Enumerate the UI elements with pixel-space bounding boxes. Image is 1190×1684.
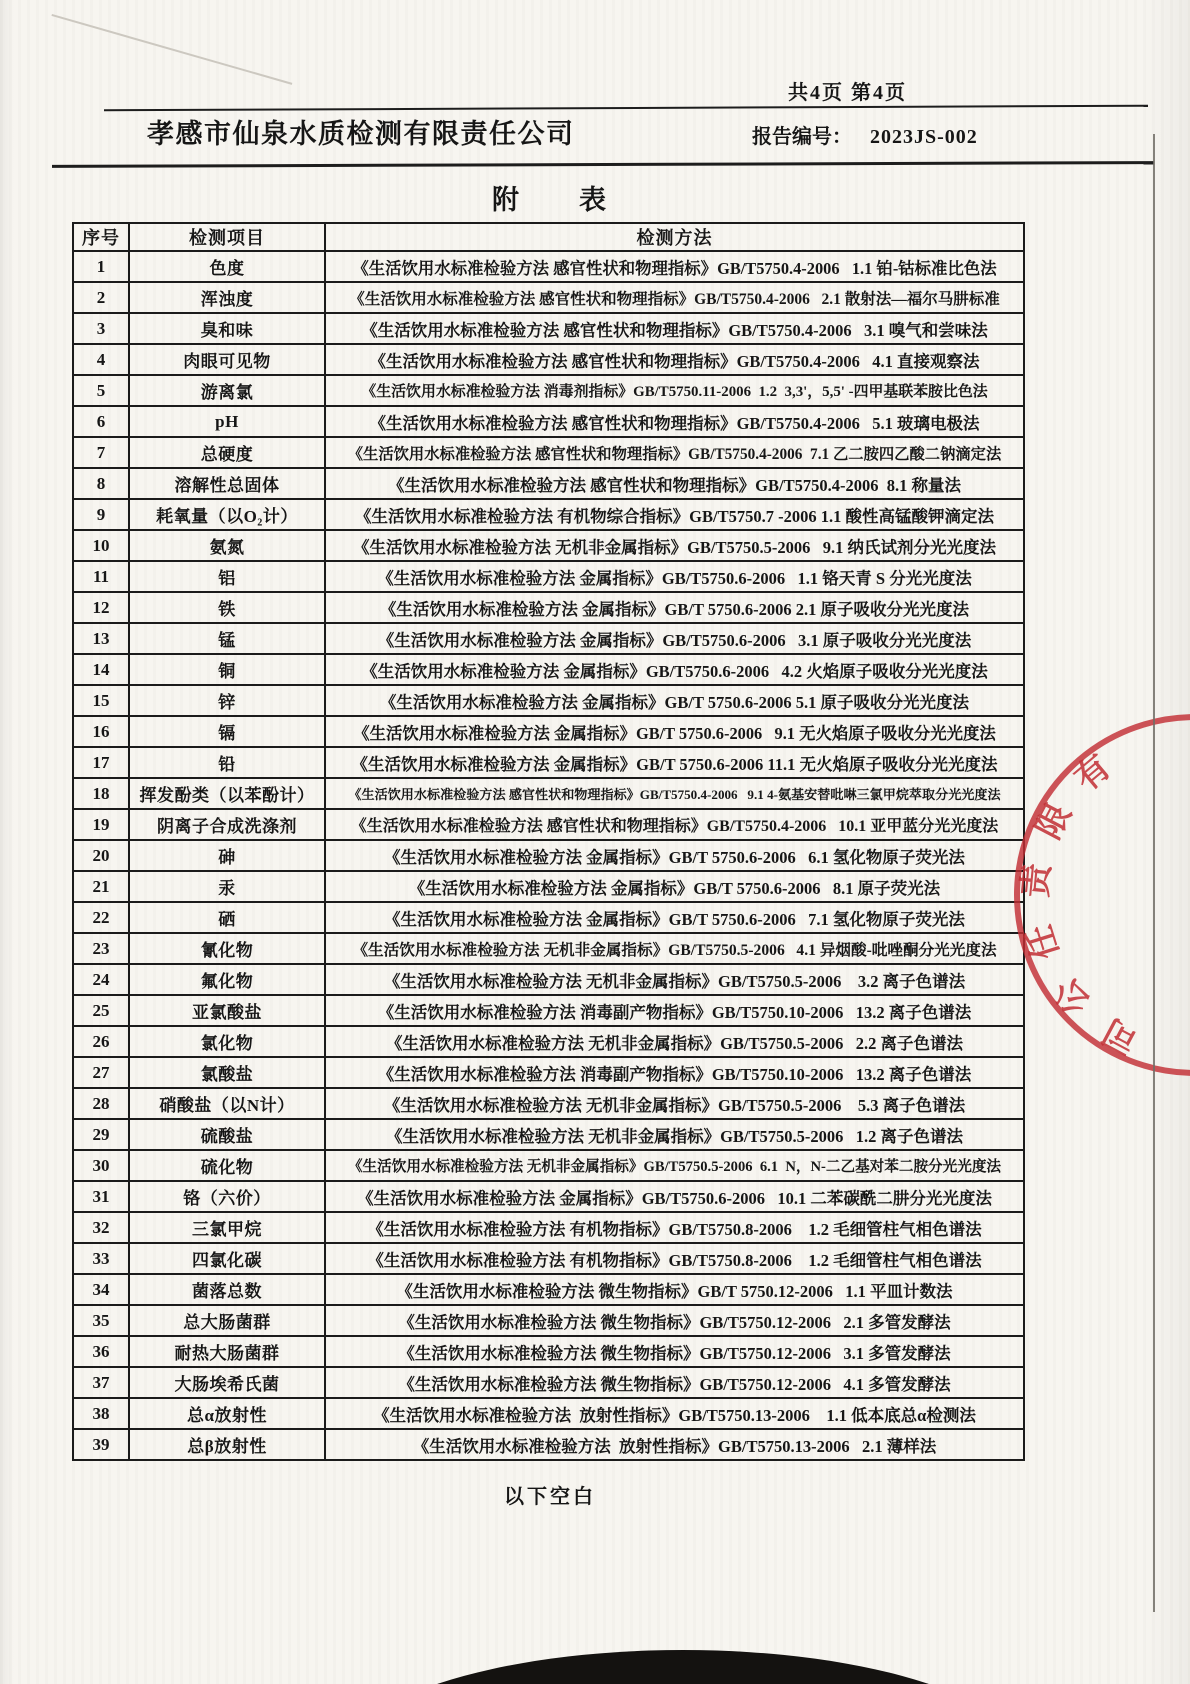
row-number: 33 xyxy=(73,1243,129,1274)
table-row xyxy=(73,251,1024,282)
table-row xyxy=(73,1212,1024,1243)
table-row xyxy=(73,344,1024,375)
row-test-method: 《生活饮用水标准检验方法 微生物指标》GB/T5750.12-2006 2.1 多管发酵法 xyxy=(325,1305,1024,1336)
row-number: 9 xyxy=(73,499,129,530)
row-test-item: 氟化物 xyxy=(129,964,325,995)
stamp-character: 责 xyxy=(1017,862,1058,900)
row-test-method: 《生活饮用水标准检验方法 感官性状和物理指标》GB/T5750.4-2006 3.1 嗅气和尝味法 xyxy=(325,313,1024,344)
column-header-no: 序号 xyxy=(73,223,129,251)
row-number: 2 xyxy=(73,282,129,313)
scan-bottom-shadow xyxy=(338,1650,1028,1684)
table-row xyxy=(73,623,1024,654)
row-test-item: 汞 xyxy=(129,871,325,902)
row-test-item: 硒 xyxy=(129,902,325,933)
row-number: 39 xyxy=(73,1429,129,1460)
row-test-item: 总硬度 xyxy=(129,437,325,468)
row-test-item: 铝 xyxy=(129,561,325,592)
row-test-item: 铁 xyxy=(129,592,325,623)
row-test-method: 《生活饮用水标准检验方法 金属指标》GB/T 5750.6-2006 2.1 原子吸收分光光度法 xyxy=(325,592,1024,623)
row-number: 17 xyxy=(73,747,129,778)
table-row xyxy=(73,468,1024,499)
table-row xyxy=(73,530,1024,561)
row-test-method: 《生活饮用水标准检验方法 放射性指标》GB/T5750.13-2006 2.1 薄样法 xyxy=(325,1429,1024,1460)
row-test-item: 亚氯酸盐 xyxy=(129,995,325,1026)
row-test-item: 铜 xyxy=(129,654,325,685)
table-row xyxy=(73,778,1024,809)
row-test-item: 铬（六价） xyxy=(129,1181,325,1212)
table-row xyxy=(73,1119,1024,1150)
row-number: 34 xyxy=(73,1274,129,1305)
row-test-item: 总α放射性 xyxy=(129,1398,325,1429)
row-number: 5 xyxy=(73,375,129,406)
table-row xyxy=(73,747,1024,778)
row-number: 27 xyxy=(73,1057,129,1088)
row-test-method: 《生活饮用水标准检验方法 感官性状和物理指标》GB/T5750.4-2006 1.1 铂-钴标准比色法 xyxy=(325,251,1024,282)
row-test-item: 砷 xyxy=(129,840,325,871)
row-test-method: 《生活饮用水标准检验方法 微生物指标》GB/T 5750.12-2006 1.1 平皿计数法 xyxy=(325,1274,1024,1305)
row-test-item: 臭和味 xyxy=(129,313,325,344)
table-row xyxy=(73,964,1024,995)
row-number: 22 xyxy=(73,902,129,933)
row-number: 4 xyxy=(73,344,129,375)
row-number: 36 xyxy=(73,1336,129,1367)
row-number: 11 xyxy=(73,561,129,592)
row-test-item: 大肠埃希氏菌 xyxy=(129,1367,325,1398)
row-test-method: 《生活饮用水标准检验方法 无机非金属指标》GB/T5750.5-2006 2.2 离子色谱法 xyxy=(325,1026,1024,1057)
row-test-method: 《生活饮用水标准检验方法 有机物指标》GB/T5750.8-2006 1.2 毛细管柱气相色谱法 xyxy=(325,1212,1024,1243)
row-test-method: 《生活饮用水标准检验方法 感官性状和物理指标》GB/T5750.4-2006 9.1 4-氨基安替吡啉三氯甲烷萃取分光光度法 xyxy=(325,778,1024,809)
stamp-character: 司 xyxy=(1096,1010,1145,1060)
company-seal-stamp xyxy=(1002,712,1190,1092)
table-row xyxy=(73,437,1024,468)
row-number: 37 xyxy=(73,1367,129,1398)
row-test-method: 《生活饮用水标准检验方法 放射性指标》GB/T5750.13-2006 1.1 低本底总α检测法 xyxy=(325,1398,1024,1429)
row-test-item: 总β放射性 xyxy=(129,1429,325,1460)
row-test-method: 《生活饮用水标准检验方法 消毒副产物指标》GB/T5750.10-2006 13.2 离子色谱法 xyxy=(325,995,1024,1026)
row-number: 15 xyxy=(73,685,129,716)
row-test-method: 《生活饮用水标准检验方法 感官性状和物理指标》GB/T5750.4-2006 4.1 直接观察法 xyxy=(325,344,1024,375)
row-test-method: 《生活饮用水标准检验方法 金属指标》GB/T 5750.6-2006 8.1 原子荧光法 xyxy=(325,871,1024,902)
row-test-method: 《生活饮用水标准检验方法 金属指标》GB/T5750.6-2006 1.1 铬天青 S 分光光度法 xyxy=(325,561,1024,592)
row-test-item: 三氯甲烷 xyxy=(129,1212,325,1243)
footer-note: 以下空白 xyxy=(504,1486,596,1508)
row-test-method: 《生活饮用水标准检验方法 无机非金属指标》GB/T5750.5-2006 3.2 离子色谱法 xyxy=(325,964,1024,995)
row-test-item: 挥发酚类（以苯酚计） xyxy=(129,778,325,809)
row-test-method: 《生活饮用水标准检验方法 金属指标》GB/T 5750.6-2006 9.1 无火焰原子吸收分光光度法 xyxy=(325,716,1024,747)
row-test-item: 耐热大肠菌群 xyxy=(129,1336,325,1367)
methods-table xyxy=(72,222,1025,1461)
row-test-method: 《生活饮用水标准检验方法 无机非金属指标》GB/T5750.5-2006 5.3 离子色谱法 xyxy=(325,1088,1024,1119)
table-row xyxy=(73,1367,1024,1398)
row-test-item: 氯酸盐 xyxy=(129,1057,325,1088)
table-row xyxy=(73,1057,1024,1088)
row-test-method: 《生活饮用水标准检验方法 无机非金属指标》GB/T5750.5-2006 1.2 离子色谱法 xyxy=(325,1119,1024,1150)
table-header-row xyxy=(73,223,1024,251)
column-header-item: 检测项目 xyxy=(129,223,325,251)
row-number: 18 xyxy=(73,778,129,809)
row-test-item: 肉眼可见物 xyxy=(129,344,325,375)
row-test-method: 《生活饮用水标准检验方法 金属指标》GB/T5750.6-2006 3.1 原子吸收分光光度法 xyxy=(325,623,1024,654)
table-row xyxy=(73,499,1024,530)
table-row xyxy=(73,1305,1024,1336)
row-test-method: 《生活饮用水标准检验方法 金属指标》GB/T 5750.6-2006 11.1 无火焰原子吸收分光光度法 xyxy=(325,747,1024,778)
stamp-character: 公 xyxy=(1047,971,1099,1021)
table-row xyxy=(73,716,1024,747)
row-test-item: 锌 xyxy=(129,685,325,716)
table-row xyxy=(73,313,1024,344)
row-test-method: 《生活饮用水标准检验方法 金属指标》GB/T 5750.6-2006 6.1 氢化物原子荧光法 xyxy=(325,840,1024,871)
report-number-value: 2023JS-002 xyxy=(870,126,978,148)
row-test-item: 铅 xyxy=(129,747,325,778)
row-test-item: 总大肠菌群 xyxy=(129,1305,325,1336)
row-test-item: 硫酸盐 xyxy=(129,1119,325,1150)
row-number: 19 xyxy=(73,809,129,840)
table-row xyxy=(73,282,1024,313)
row-test-item: 硫化物 xyxy=(129,1150,325,1181)
table-row xyxy=(73,1181,1024,1212)
row-test-item: 四氯化碳 xyxy=(129,1243,325,1274)
row-number: 26 xyxy=(73,1026,129,1057)
scan-edge-line xyxy=(1153,134,1155,1612)
row-test-item: 氯化物 xyxy=(129,1026,325,1057)
report-number xyxy=(752,120,978,149)
table-row xyxy=(73,1026,1024,1057)
table-row xyxy=(73,1336,1024,1367)
row-number: 3 xyxy=(73,313,129,344)
row-test-item: 色度 xyxy=(129,251,325,282)
row-test-method: 《生活饮用水标准检验方法 无机非金属指标》GB/T5750.5-2006 6.1 N，N-二乙基对苯二胺分光光度法 xyxy=(325,1150,1024,1181)
page-count: 共4页 第4页 xyxy=(788,82,907,104)
row-number: 7 xyxy=(73,437,129,468)
row-test-method: 《生活饮用水标准检验方法 金属指标》GB/T 5750.6-2006 5.1 原子吸收分光光度法 xyxy=(325,685,1024,716)
row-test-method: 《生活饮用水标准检验方法 金属指标》GB/T5750.6-2006 4.2 火焰原子吸收分光光度法 xyxy=(325,654,1024,685)
row-test-method: 《生活饮用水标准检验方法 无机非金属指标》GB/T5750.5-2006 4.1 异烟酸-吡唑酮分光光度法 xyxy=(325,933,1024,964)
table-row xyxy=(73,592,1024,623)
row-number: 8 xyxy=(73,468,129,499)
row-test-item: 浑浊度 xyxy=(129,282,325,313)
row-test-method: 《生活饮用水标准检验方法 金属指标》GB/T5750.6-2006 10.1 二苯碳酰二肼分光光度法 xyxy=(325,1181,1024,1212)
row-test-method: 《生活饮用水标准检验方法 金属指标》GB/T 5750.6-2006 7.1 氢化物原子荧光法 xyxy=(325,902,1024,933)
row-number: 16 xyxy=(73,716,129,747)
table-row xyxy=(73,1398,1024,1429)
row-number: 29 xyxy=(73,1119,129,1150)
row-number: 25 xyxy=(73,995,129,1026)
row-test-item: 氰化物 xyxy=(129,933,325,964)
table-row xyxy=(73,375,1024,406)
table-row xyxy=(73,840,1024,871)
table-row xyxy=(73,902,1024,933)
stamp-character: 限 xyxy=(1030,797,1079,846)
row-test-method: 《生活饮用水标准检验方法 有机物综合指标》GB/T5750.7 -2006 1.1 酸性高锰酸钾滴定法 xyxy=(325,499,1024,530)
row-test-method: 《生活饮用水标准检验方法 感官性状和物理指标》GB/T5750.4-2006 2.1 散射法—福尔马肼标准 xyxy=(325,282,1024,313)
row-test-method: 《生活饮用水标准检验方法 感官性状和物理指标》GB/T5750.4-2006 5.1 玻璃电极法 xyxy=(325,406,1024,437)
scan-artifact-line xyxy=(51,14,292,85)
table-row xyxy=(73,561,1024,592)
row-number: 6 xyxy=(73,406,129,437)
row-number: 28 xyxy=(73,1088,129,1119)
table-row xyxy=(73,1243,1024,1274)
row-test-item: 溶解性总固体 xyxy=(129,468,325,499)
row-number: 35 xyxy=(73,1305,129,1336)
row-test-item: 游离氯 xyxy=(129,375,325,406)
table-row xyxy=(73,685,1024,716)
row-number: 14 xyxy=(73,654,129,685)
row-number: 38 xyxy=(73,1398,129,1429)
row-test-item: 阴离子合成洗涤剂 xyxy=(129,809,325,840)
row-test-method: 《生活饮用水标准检验方法 无机非金属指标》GB/T5750.5-2006 9.1 纳氏试剂分光光度法 xyxy=(325,530,1024,561)
header-rule-bottom xyxy=(52,161,1154,168)
row-test-item: 硝酸盐（以N计） xyxy=(129,1088,325,1119)
header-rule-top xyxy=(104,105,1148,112)
table-row xyxy=(73,1150,1024,1181)
row-test-method: 《生活饮用水标准检验方法 感官性状和物理指标》GB/T5750.4-2006 10.1 亚甲蓝分光光度法 xyxy=(325,809,1024,840)
row-test-item: 菌落总数 xyxy=(129,1274,325,1305)
row-number: 30 xyxy=(73,1150,129,1181)
row-number: 24 xyxy=(73,964,129,995)
row-number: 1 xyxy=(73,251,129,282)
row-number: 12 xyxy=(73,592,129,623)
table-row xyxy=(73,1088,1024,1119)
row-number: 21 xyxy=(73,871,129,902)
row-test-item: 镉 xyxy=(129,716,325,747)
table-row xyxy=(73,809,1024,840)
column-header-method: 检测方法 xyxy=(325,223,1024,251)
row-test-method: 《生活饮用水标准检验方法 微生物指标》GB/T5750.12-2006 4.1 多管发酵法 xyxy=(325,1367,1024,1398)
row-number: 31 xyxy=(73,1181,129,1212)
table-row xyxy=(73,933,1024,964)
row-test-item: 耗氧量（以O₂计） xyxy=(129,499,325,530)
table-row xyxy=(73,406,1024,437)
row-number: 32 xyxy=(73,1212,129,1243)
row-test-method: 《生活饮用水标准检验方法 有机物指标》GB/T5750.8-2006 1.2 毛细管柱气相色谱法 xyxy=(325,1243,1024,1274)
row-test-item: 氨氮 xyxy=(129,530,325,561)
stamp-character: 任 xyxy=(1020,920,1067,964)
row-number: 13 xyxy=(73,623,129,654)
stamp-character: 有 xyxy=(1068,748,1119,799)
row-number: 20 xyxy=(73,840,129,871)
table-row xyxy=(73,1429,1024,1460)
row-test-method: 《生活饮用水标准检验方法 感官性状和物理指标》GB/T5750.4-2006 8.1 称量法 xyxy=(325,468,1024,499)
table-row xyxy=(73,1274,1024,1305)
row-test-method: 《生活饮用水标准检验方法 感官性状和物理指标》GB/T5750.4-2006 7.1 乙二胺四乙酸二钠滴定法 xyxy=(325,437,1024,468)
row-number: 10 xyxy=(73,530,129,561)
row-number: 23 xyxy=(73,933,129,964)
page-title: 附 表 xyxy=(492,185,608,215)
row-test-method: 《生活饮用水标准检验方法 微生物指标》GB/T5750.12-2006 3.1 多管发酵法 xyxy=(325,1336,1024,1367)
table-row xyxy=(73,654,1024,685)
table-row xyxy=(73,871,1024,902)
company-name: 孝感市仙泉水质检测有限责任公司 xyxy=(147,119,575,149)
row-test-item: pH xyxy=(129,406,325,437)
row-test-item: 锰 xyxy=(129,623,325,654)
row-test-method: 《生活饮用水标准检验方法 消毒副产物指标》GB/T5750.10-2006 13.2 离子色谱法 xyxy=(325,1057,1024,1088)
table-row xyxy=(73,995,1024,1026)
report-number-label: 报告编号： xyxy=(752,126,852,148)
row-test-method: 《生活饮用水标准检验方法 消毒剂指标》GB/T5750.11-2006 1.2 3,3'，5,5' -四甲基联苯胺比色法 xyxy=(325,375,1024,406)
